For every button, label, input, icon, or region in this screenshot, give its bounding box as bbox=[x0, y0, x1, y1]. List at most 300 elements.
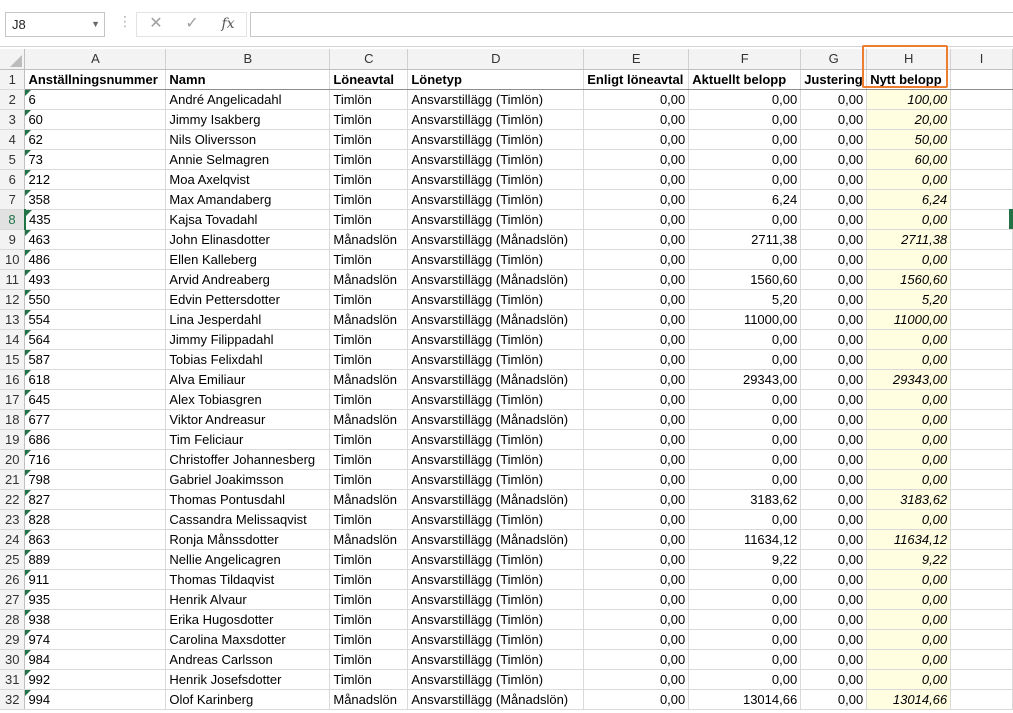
cell-justering[interactable]: 0,00 bbox=[801, 529, 867, 549]
row-header[interactable]: 18 bbox=[0, 409, 25, 429]
cell-namn[interactable]: Max Amandaberg bbox=[166, 189, 330, 209]
cell-namn[interactable]: Annie Selmagren bbox=[166, 149, 330, 169]
cell-lonetyp[interactable]: Ansvarstillägg (Timlön) bbox=[408, 649, 584, 669]
error-indicator-icon[interactable] bbox=[25, 470, 31, 476]
header-cell-anstallningsnummer[interactable]: Anställningsnummer bbox=[25, 69, 166, 89]
cell-nytt-belopp[interactable]: 0,00 bbox=[867, 169, 951, 189]
cell-aktuellt-belopp[interactable]: 5,20 bbox=[689, 289, 801, 309]
cell-enligt-loneavtal[interactable]: 0,00 bbox=[584, 469, 689, 489]
empty-cell[interactable] bbox=[951, 469, 1013, 489]
cell-namn[interactable]: Henrik Josefsdotter bbox=[166, 669, 330, 689]
cell-nytt-belopp[interactable]: 0,00 bbox=[867, 349, 951, 369]
empty-cell[interactable] bbox=[951, 609, 1013, 629]
empty-cell[interactable] bbox=[951, 69, 1013, 89]
cell-namn[interactable]: Ronja Månssdotter bbox=[166, 529, 330, 549]
error-indicator-icon[interactable] bbox=[25, 610, 31, 616]
cell-loneavtal[interactable]: Timlön bbox=[330, 289, 408, 309]
error-indicator-icon[interactable] bbox=[25, 690, 31, 696]
error-indicator-icon[interactable] bbox=[25, 330, 31, 336]
cell-anstallningsnummer[interactable] bbox=[25, 609, 166, 629]
row-header[interactable]: 6 bbox=[0, 169, 25, 189]
empty-cell[interactable] bbox=[951, 129, 1013, 149]
row-header[interactable]: 1 bbox=[0, 69, 25, 89]
cell-justering[interactable]: 0,00 bbox=[801, 189, 867, 209]
cell-anstallningsnummer[interactable] bbox=[25, 389, 166, 409]
error-indicator-icon[interactable] bbox=[25, 270, 31, 276]
cell-lonetyp[interactable]: Ansvarstillägg (Timlön) bbox=[408, 149, 584, 169]
cell-lonetyp[interactable]: Ansvarstillägg (Timlön) bbox=[408, 549, 584, 569]
cell-nytt-belopp[interactable]: 0,00 bbox=[867, 669, 951, 689]
error-indicator-icon[interactable] bbox=[25, 630, 31, 636]
cell-lonetyp[interactable]: Ansvarstillägg (Timlön) bbox=[408, 189, 584, 209]
cell-loneavtal[interactable]: Timlön bbox=[330, 469, 408, 489]
cell-aktuellt-belopp[interactable]: 0,00 bbox=[689, 429, 801, 449]
cell-lonetyp[interactable]: Ansvarstillägg (Timlön) bbox=[408, 389, 584, 409]
cell-namn[interactable]: Moa Axelqvist bbox=[166, 169, 330, 189]
empty-cell[interactable] bbox=[951, 309, 1013, 329]
header-cell-justering[interactable]: Justering bbox=[801, 69, 867, 89]
empty-cell[interactable] bbox=[951, 369, 1013, 389]
cell-namn[interactable]: Jimmy Isakberg bbox=[166, 109, 330, 129]
cell-namn[interactable]: Ellen Kalleberg bbox=[166, 249, 330, 269]
select-all-button[interactable] bbox=[0, 49, 25, 69]
cell-anstallningsnummer[interactable] bbox=[25, 289, 166, 309]
cell-loneavtal[interactable]: Månadslön bbox=[330, 489, 408, 509]
cell-loneavtal[interactable]: Månadslön bbox=[330, 409, 408, 429]
cell-justering[interactable]: 0,00 bbox=[801, 149, 867, 169]
error-indicator-icon[interactable] bbox=[25, 90, 31, 96]
error-indicator-icon[interactable] bbox=[25, 170, 31, 176]
cell-loneavtal[interactable]: Timlön bbox=[330, 629, 408, 649]
cell-enligt-loneavtal[interactable]: 0,00 bbox=[584, 309, 689, 329]
cell-loneavtal[interactable]: Timlön bbox=[330, 609, 408, 629]
cell-lonetyp[interactable]: Ansvarstillägg (Timlön) bbox=[408, 609, 584, 629]
cell-lonetyp[interactable]: Ansvarstillägg (Timlön) bbox=[408, 429, 584, 449]
cell-lonetyp[interactable]: Ansvarstillägg (Timlön) bbox=[408, 329, 584, 349]
cell-nytt-belopp[interactable]: 0,00 bbox=[867, 249, 951, 269]
cell-namn[interactable]: Edvin Pettersdotter bbox=[166, 289, 330, 309]
cell-namn[interactable]: John Elinasdotter bbox=[166, 229, 330, 249]
name-box[interactable] bbox=[5, 12, 105, 37]
cell-anstallningsnummer[interactable] bbox=[25, 509, 166, 529]
cell-anstallningsnummer[interactable] bbox=[25, 249, 166, 269]
column-header-i[interactable]: I bbox=[951, 49, 1013, 69]
empty-cell[interactable] bbox=[951, 229, 1013, 249]
cell-enligt-loneavtal[interactable]: 0,00 bbox=[584, 569, 689, 589]
cell-anstallningsnummer[interactable] bbox=[25, 689, 166, 709]
error-indicator-icon[interactable] bbox=[25, 410, 31, 416]
cell-anstallningsnummer[interactable] bbox=[25, 589, 166, 609]
cell-nytt-belopp[interactable]: 0,00 bbox=[867, 329, 951, 349]
row-header[interactable]: 11 bbox=[0, 269, 25, 289]
cell-enligt-loneavtal[interactable]: 0,00 bbox=[584, 409, 689, 429]
row-header[interactable]: 30 bbox=[0, 649, 25, 669]
cell-aktuellt-belopp[interactable]: 0,00 bbox=[689, 669, 801, 689]
cell-nytt-belopp[interactable]: 0,00 bbox=[867, 469, 951, 489]
cell-enligt-loneavtal[interactable]: 0,00 bbox=[584, 389, 689, 409]
row-header[interactable]: 16 bbox=[0, 369, 25, 389]
empty-cell[interactable] bbox=[951, 589, 1013, 609]
cell-loneavtal[interactable]: Månadslön bbox=[330, 229, 408, 249]
error-indicator-icon[interactable] bbox=[25, 250, 31, 256]
cell-aktuellt-belopp[interactable]: 0,00 bbox=[689, 109, 801, 129]
cell-anstallningsnummer[interactable] bbox=[25, 269, 166, 289]
cell-enligt-loneavtal[interactable]: 0,00 bbox=[584, 269, 689, 289]
row-header[interactable]: 3 bbox=[0, 109, 25, 129]
cell-anstallningsnummer[interactable] bbox=[25, 529, 166, 549]
empty-cell[interactable] bbox=[951, 289, 1013, 309]
cell-anstallningsnummer[interactable] bbox=[25, 349, 166, 369]
cell-enligt-loneavtal[interactable]: 0,00 bbox=[584, 189, 689, 209]
column-header-f[interactable]: F bbox=[689, 49, 801, 69]
cell-loneavtal[interactable]: Timlön bbox=[330, 549, 408, 569]
cell-nytt-belopp[interactable]: 0,00 bbox=[867, 609, 951, 629]
row-header[interactable]: 17 bbox=[0, 389, 25, 409]
cell-aktuellt-belopp[interactable]: 0,00 bbox=[689, 89, 801, 109]
cell-justering[interactable]: 0,00 bbox=[801, 629, 867, 649]
chevron-down-icon[interactable]: ▼ bbox=[91, 19, 100, 29]
cell-lonetyp[interactable]: Ansvarstillägg (Timlön) bbox=[408, 169, 584, 189]
cell-enligt-loneavtal[interactable]: 0,00 bbox=[584, 629, 689, 649]
cell-aktuellt-belopp[interactable]: 0,00 bbox=[689, 209, 801, 229]
cell-anstallningsnummer[interactable] bbox=[25, 229, 166, 249]
cell-nytt-belopp[interactable]: 29343,00 bbox=[867, 369, 951, 389]
column-header-d[interactable]: D bbox=[408, 49, 584, 69]
empty-cell[interactable] bbox=[951, 529, 1013, 549]
cell-lonetyp[interactable]: Ansvarstillägg (Timlön) bbox=[408, 89, 584, 109]
cell-nytt-belopp[interactable]: 13014,66 bbox=[867, 689, 951, 709]
cell-nytt-belopp[interactable]: 20,00 bbox=[867, 109, 951, 129]
cell-enligt-loneavtal[interactable]: 0,00 bbox=[584, 89, 689, 109]
error-indicator-icon[interactable] bbox=[25, 650, 31, 656]
row-header[interactable]: 13 bbox=[0, 309, 25, 329]
cell-justering[interactable]: 0,00 bbox=[801, 509, 867, 529]
cell-anstallningsnummer[interactable] bbox=[25, 129, 166, 149]
cell-nytt-belopp[interactable]: 0,00 bbox=[867, 409, 951, 429]
cell-anstallningsnummer[interactable] bbox=[25, 169, 166, 189]
empty-cell[interactable] bbox=[951, 349, 1013, 369]
cell-aktuellt-belopp[interactable]: 0,00 bbox=[689, 409, 801, 429]
cell-lonetyp[interactable]: Ansvarstillägg (Timlön) bbox=[408, 669, 584, 689]
cell-anstallningsnummer[interactable] bbox=[25, 449, 166, 469]
cell-justering[interactable]: 0,00 bbox=[801, 649, 867, 669]
cell-anstallningsnummer[interactable] bbox=[25, 549, 166, 569]
row-header[interactable]: 27 bbox=[0, 589, 25, 609]
cell-lonetyp[interactable]: Ansvarstillägg (Timlön) bbox=[408, 629, 584, 649]
cell-lonetyp[interactable]: Ansvarstillägg (Månadslön) bbox=[408, 369, 584, 389]
cell-justering[interactable]: 0,00 bbox=[801, 109, 867, 129]
cell-enligt-loneavtal[interactable]: 0,00 bbox=[584, 529, 689, 549]
cell-nytt-belopp[interactable]: 0,00 bbox=[867, 649, 951, 669]
error-indicator-icon[interactable] bbox=[25, 390, 31, 396]
row-header[interactable]: 29 bbox=[0, 629, 25, 649]
cell-loneavtal[interactable]: Timlön bbox=[330, 569, 408, 589]
header-cell-nytt-belopp[interactable]: Nytt belopp bbox=[867, 69, 951, 89]
cell-anstallningsnummer[interactable] bbox=[25, 329, 166, 349]
cell-lonetyp[interactable]: Ansvarstillägg (Månadslön) bbox=[408, 269, 584, 289]
cell-justering[interactable]: 0,00 bbox=[801, 429, 867, 449]
row-header[interactable]: 19 bbox=[0, 429, 25, 449]
row-header[interactable]: 26 bbox=[0, 569, 25, 589]
cell-aktuellt-belopp[interactable]: 0,00 bbox=[689, 609, 801, 629]
error-indicator-icon[interactable] bbox=[25, 450, 31, 456]
row-header[interactable]: 7 bbox=[0, 189, 25, 209]
cell-justering[interactable]: 0,00 bbox=[801, 669, 867, 689]
column-header-a[interactable]: A bbox=[25, 49, 166, 69]
row-header[interactable]: 4 bbox=[0, 129, 25, 149]
error-indicator-icon[interactable] bbox=[25, 590, 31, 596]
cell-aktuellt-belopp[interactable]: 0,00 bbox=[689, 349, 801, 369]
cell-anstallningsnummer[interactable] bbox=[25, 89, 166, 109]
cell-enligt-loneavtal[interactable]: 0,00 bbox=[584, 509, 689, 529]
cell-enligt-loneavtal[interactable]: 0,00 bbox=[584, 369, 689, 389]
cell-namn[interactable]: Erika Hugosdotter bbox=[166, 609, 330, 629]
cell-loneavtal[interactable]: Timlön bbox=[330, 209, 408, 229]
cell-lonetyp[interactable]: Ansvarstillägg (Timlön) bbox=[408, 209, 584, 229]
cell-aktuellt-belopp[interactable]: 29343,00 bbox=[689, 369, 801, 389]
enter-icon[interactable]: ✓ bbox=[185, 15, 199, 32]
cell-namn[interactable]: Tim Feliciaur bbox=[166, 429, 330, 449]
cell-enligt-loneavtal[interactable]: 0,00 bbox=[584, 589, 689, 609]
empty-cell[interactable] bbox=[951, 209, 1013, 229]
cell-anstallningsnummer[interactable] bbox=[25, 109, 166, 129]
cell-aktuellt-belopp[interactable]: 11634,12 bbox=[689, 529, 801, 549]
cell-justering[interactable]: 0,00 bbox=[801, 569, 867, 589]
cell-aktuellt-belopp[interactable]: 0,00 bbox=[689, 389, 801, 409]
cell-nytt-belopp[interactable]: 0,00 bbox=[867, 429, 951, 449]
cell-aktuellt-belopp[interactable]: 3183,62 bbox=[689, 489, 801, 509]
cell-namn[interactable]: Alva Emiliaur bbox=[166, 369, 330, 389]
error-indicator-icon[interactable] bbox=[25, 290, 31, 296]
column-header-h[interactable]: H bbox=[867, 49, 951, 69]
row-header[interactable]: 20 bbox=[0, 449, 25, 469]
empty-cell[interactable] bbox=[951, 569, 1013, 589]
header-cell-aktuellt-belopp[interactable]: Aktuellt belopp bbox=[689, 69, 801, 89]
cell-justering[interactable]: 0,00 bbox=[801, 289, 867, 309]
error-indicator-icon[interactable] bbox=[25, 670, 31, 676]
insert-function-icon[interactable]: fx bbox=[221, 16, 235, 32]
cell-namn[interactable]: Tobias Felixdahl bbox=[166, 349, 330, 369]
row-header[interactable]: 31 bbox=[0, 669, 25, 689]
cell-enligt-loneavtal[interactable]: 0,00 bbox=[584, 429, 689, 449]
cell-namn[interactable]: Olof Karinberg bbox=[166, 689, 330, 709]
cell-namn[interactable]: Thomas Pontusdahl bbox=[166, 489, 330, 509]
cell-lonetyp[interactable]: Ansvarstillägg (Månadslön) bbox=[408, 489, 584, 509]
cell-lonetyp[interactable]: Ansvarstillägg (Månadslön) bbox=[408, 229, 584, 249]
cell-lonetyp[interactable]: Ansvarstillägg (Månadslön) bbox=[408, 309, 584, 329]
cell-nytt-belopp[interactable]: 2711,38 bbox=[867, 229, 951, 249]
cell-nytt-belopp[interactable]: 11000,00 bbox=[867, 309, 951, 329]
row-header[interactable]: 10 bbox=[0, 249, 25, 269]
error-indicator-icon[interactable] bbox=[25, 490, 31, 496]
cell-enligt-loneavtal[interactable]: 0,00 bbox=[584, 169, 689, 189]
cell-anstallningsnummer[interactable] bbox=[25, 369, 166, 389]
cell-nytt-belopp[interactable]: 0,00 bbox=[867, 209, 951, 229]
error-indicator-icon[interactable] bbox=[25, 510, 31, 516]
cell-justering[interactable]: 0,00 bbox=[801, 369, 867, 389]
empty-cell[interactable] bbox=[951, 429, 1013, 449]
cell-anstallningsnummer[interactable] bbox=[25, 189, 166, 209]
cell-enligt-loneavtal[interactable]: 0,00 bbox=[584, 149, 689, 169]
cell-justering[interactable]: 0,00 bbox=[801, 389, 867, 409]
cell-loneavtal[interactable]: Timlön bbox=[330, 149, 408, 169]
cell-nytt-belopp[interactable]: 100,00 bbox=[867, 89, 951, 109]
row-header[interactable]: 22 bbox=[0, 489, 25, 509]
row-header[interactable]: 5 bbox=[0, 149, 25, 169]
empty-cell[interactable] bbox=[951, 689, 1013, 709]
cell-namn[interactable]: Lina Jesperdahl bbox=[166, 309, 330, 329]
cell-loneavtal[interactable]: Timlön bbox=[330, 329, 408, 349]
cell-enligt-loneavtal[interactable]: 0,00 bbox=[584, 229, 689, 249]
empty-cell[interactable] bbox=[951, 549, 1013, 569]
cell-namn[interactable]: Kajsa Tovadahl bbox=[166, 209, 330, 229]
cell-enligt-loneavtal[interactable]: 0,00 bbox=[584, 109, 689, 129]
cell-aktuellt-belopp[interactable]: 0,00 bbox=[689, 249, 801, 269]
cell-anstallningsnummer[interactable] bbox=[25, 409, 166, 429]
cell-loneavtal[interactable]: Timlön bbox=[330, 589, 408, 609]
cell-aktuellt-belopp[interactable]: 0,00 bbox=[689, 629, 801, 649]
cell-justering[interactable]: 0,00 bbox=[801, 549, 867, 569]
cell-aktuellt-belopp[interactable]: 0,00 bbox=[689, 509, 801, 529]
cell-anstallningsnummer[interactable] bbox=[25, 149, 166, 169]
cell-nytt-belopp[interactable]: 0,00 bbox=[867, 389, 951, 409]
cell-aktuellt-belopp[interactable]: 0,00 bbox=[689, 329, 801, 349]
error-indicator-icon[interactable] bbox=[25, 310, 31, 316]
cell-loneavtal[interactable]: Timlön bbox=[330, 89, 408, 109]
header-cell-lonetyp[interactable]: Lönetyp bbox=[408, 69, 584, 89]
cell-loneavtal[interactable]: Timlön bbox=[330, 669, 408, 689]
cell-aktuellt-belopp[interactable]: 0,00 bbox=[689, 169, 801, 189]
cell-anstallningsnummer[interactable] bbox=[25, 209, 166, 229]
cell-loneavtal[interactable]: Timlön bbox=[330, 169, 408, 189]
cell-loneavtal[interactable]: Timlön bbox=[330, 649, 408, 669]
cell-loneavtal[interactable]: Timlön bbox=[330, 129, 408, 149]
cell-aktuellt-belopp[interactable]: 0,00 bbox=[689, 449, 801, 469]
cell-aktuellt-belopp[interactable]: 0,00 bbox=[689, 589, 801, 609]
cell-lonetyp[interactable]: Ansvarstillägg (Timlön) bbox=[408, 249, 584, 269]
cell-enligt-loneavtal[interactable]: 0,00 bbox=[584, 649, 689, 669]
empty-cell[interactable] bbox=[951, 409, 1013, 429]
cell-nytt-belopp[interactable]: 60,00 bbox=[867, 149, 951, 169]
empty-cell[interactable] bbox=[951, 89, 1013, 109]
cell-loneavtal[interactable]: Månadslön bbox=[330, 369, 408, 389]
cell-namn[interactable]: Viktor Andreasur bbox=[166, 409, 330, 429]
error-indicator-icon[interactable] bbox=[26, 210, 32, 216]
error-indicator-icon[interactable] bbox=[25, 110, 31, 116]
error-indicator-icon[interactable] bbox=[25, 550, 31, 556]
cell-lonetyp[interactable]: Ansvarstillägg (Timlön) bbox=[408, 349, 584, 369]
cell-nytt-belopp[interactable]: 0,00 bbox=[867, 569, 951, 589]
cell-aktuellt-belopp[interactable]: 13014,66 bbox=[689, 689, 801, 709]
cell-namn[interactable]: Gabriel Joakimsson bbox=[166, 469, 330, 489]
cell-justering[interactable]: 0,00 bbox=[801, 129, 867, 149]
empty-cell[interactable] bbox=[951, 169, 1013, 189]
empty-cell[interactable] bbox=[951, 629, 1013, 649]
cell-loneavtal[interactable]: Timlön bbox=[330, 109, 408, 129]
cell-lonetyp[interactable]: Ansvarstillägg (Timlön) bbox=[408, 289, 584, 309]
cell-aktuellt-belopp[interactable]: 1560,60 bbox=[689, 269, 801, 289]
cell-lonetyp[interactable]: Ansvarstillägg (Timlön) bbox=[408, 509, 584, 529]
empty-cell[interactable] bbox=[951, 449, 1013, 469]
cell-loneavtal[interactable]: Timlön bbox=[330, 349, 408, 369]
cell-lonetyp[interactable]: Ansvarstillägg (Timlön) bbox=[408, 469, 584, 489]
row-header[interactable]: 8 bbox=[0, 209, 25, 229]
cell-nytt-belopp[interactable]: 0,00 bbox=[867, 449, 951, 469]
cell-aktuellt-belopp[interactable]: 0,00 bbox=[689, 149, 801, 169]
row-header[interactable]: 2 bbox=[0, 89, 25, 109]
cell-justering[interactable]: 0,00 bbox=[801, 449, 867, 469]
empty-cell[interactable] bbox=[951, 189, 1013, 209]
cell-anstallningsnummer[interactable] bbox=[25, 569, 166, 589]
cell-justering[interactable]: 0,00 bbox=[801, 249, 867, 269]
cell-nytt-belopp[interactable]: 5,20 bbox=[867, 289, 951, 309]
cell-enligt-loneavtal[interactable]: 0,00 bbox=[584, 349, 689, 369]
error-indicator-icon[interactable] bbox=[25, 370, 31, 376]
cell-nytt-belopp[interactable]: 11634,12 bbox=[867, 529, 951, 549]
error-indicator-icon[interactable] bbox=[25, 230, 31, 236]
cell-aktuellt-belopp[interactable]: 2711,38 bbox=[689, 229, 801, 249]
cell-aktuellt-belopp[interactable]: 0,00 bbox=[689, 469, 801, 489]
cell-aktuellt-belopp[interactable]: 0,00 bbox=[689, 649, 801, 669]
cell-justering[interactable]: 0,00 bbox=[801, 589, 867, 609]
row-header[interactable]: 12 bbox=[0, 289, 25, 309]
cell-namn[interactable]: Carolina Maxsdotter bbox=[166, 629, 330, 649]
cell-enligt-loneavtal[interactable]: 0,00 bbox=[584, 249, 689, 269]
cell-enligt-loneavtal[interactable]: 0,00 bbox=[584, 449, 689, 469]
cell-loneavtal[interactable]: Timlön bbox=[330, 449, 408, 469]
cell-anstallningsnummer[interactable] bbox=[25, 429, 166, 449]
row-header[interactable]: 28 bbox=[0, 609, 25, 629]
cell-nytt-belopp[interactable]: 9,22 bbox=[867, 549, 951, 569]
error-indicator-icon[interactable] bbox=[25, 530, 31, 536]
cell-namn[interactable]: Jimmy Filippadahl bbox=[166, 329, 330, 349]
error-indicator-icon[interactable] bbox=[25, 350, 31, 356]
cell-enligt-loneavtal[interactable]: 0,00 bbox=[584, 129, 689, 149]
column-header-c[interactable]: C bbox=[330, 49, 408, 69]
cancel-icon[interactable]: ✕ bbox=[149, 15, 163, 32]
cell-loneavtal[interactable]: Timlön bbox=[330, 189, 408, 209]
row-header[interactable]: 14 bbox=[0, 329, 25, 349]
column-header-g[interactable]: G bbox=[801, 49, 867, 69]
row-header[interactable]: 15 bbox=[0, 349, 25, 369]
column-header-b[interactable]: B bbox=[166, 49, 330, 69]
error-indicator-icon[interactable] bbox=[25, 190, 31, 196]
cell-anstallningsnummer[interactable] bbox=[25, 469, 166, 489]
cell-aktuellt-belopp[interactable]: 9,22 bbox=[689, 549, 801, 569]
cell-namn[interactable]: Alex Tobiasgren bbox=[166, 389, 330, 409]
cell-loneavtal[interactable]: Timlön bbox=[330, 509, 408, 529]
cell-lonetyp[interactable]: Ansvarstillägg (Månadslön) bbox=[408, 689, 584, 709]
empty-cell[interactable] bbox=[951, 489, 1013, 509]
cell-justering[interactable]: 0,00 bbox=[801, 309, 867, 329]
cell-enligt-loneavtal[interactable]: 0,00 bbox=[584, 489, 689, 509]
cell-lonetyp[interactable]: Ansvarstillägg (Månadslön) bbox=[408, 409, 584, 429]
cell-anstallningsnummer[interactable] bbox=[25, 629, 166, 649]
cell-loneavtal[interactable]: Månadslön bbox=[330, 689, 408, 709]
cell-lonetyp[interactable]: Ansvarstillägg (Timlön) bbox=[408, 569, 584, 589]
cell-nytt-belopp[interactable]: 0,00 bbox=[867, 589, 951, 609]
cell-loneavtal[interactable]: Månadslön bbox=[330, 309, 408, 329]
row-header[interactable]: 9 bbox=[0, 229, 25, 249]
column-header-e[interactable]: E bbox=[584, 49, 689, 69]
empty-cell[interactable] bbox=[951, 389, 1013, 409]
cell-enligt-loneavtal[interactable]: 0,00 bbox=[584, 669, 689, 689]
cell-nytt-belopp[interactable]: 1560,60 bbox=[867, 269, 951, 289]
cell-justering[interactable]: 0,00 bbox=[801, 329, 867, 349]
row-header[interactable]: 24 bbox=[0, 529, 25, 549]
cell-justering[interactable]: 0,00 bbox=[801, 89, 867, 109]
empty-cell[interactable] bbox=[951, 269, 1013, 289]
